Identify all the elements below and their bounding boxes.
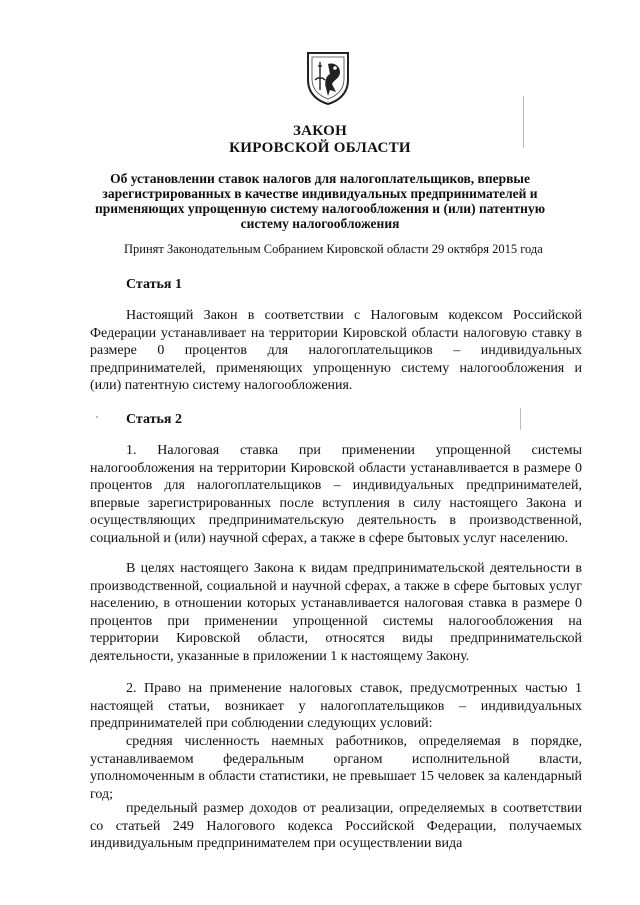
adoption-note: Принят Законодательным Собранием Кировской области 29 октября 2015 года <box>124 242 543 256</box>
article-2-paragraph: 2. Право на применение налоговых ставок, предусмотренных частью 1 настоящей статьи, возникает у налогоплательщиков – индивидуальных предпринимателей при соблюдении следующих условий: <box>90 681 582 732</box>
article-1-paragraph: Настоящий Закон в соответствии с Налоговым кодексом Российской Федерации устанавливает на территории Кировской области налоговую ставку в размере 0 процентов для налогоплательщиков – индивидуальных предпринимателей, применяющих упрощенную систему налогообложения и (или) патентную систему налогообложения. <box>90 308 582 394</box>
scan-artifact <box>523 96 524 148</box>
scan-artifact <box>520 408 521 430</box>
article-2-paragraph: средняя численность наемных работников, определяемая в порядке, устанавливаемом федеральным органом исполнительной власти, уполномоченным в области статистики, не превышает 15 человек за календарный год; <box>90 734 582 802</box>
law-subtitle: Об установлении ставок налогов для налогоплательщиков, впервые зарегистрированных в качестве индивидуальных предпринимателей и применяющих упрощенную систему налогообложения и (или) патентную систему налогообложения <box>94 171 546 231</box>
article-2-paragraph: предельный размер доходов от реализации, определяемых в соответствии со статьей 249 Налогового кодекса Российской Федерации, получаемых индивидуальным предпринимателем при осуществлении вида <box>90 801 582 852</box>
article-2-paragraph: В целях настоящего Закона к видам предпринимательской деятельности в производственной, социальной и научной сферах, а также в сфере бытовых услуг населению, в отношении которых устанавливается налоговая ставка в размере 0 процентов при применении упрощенной системы налогообложения на территории Кировской области, относятся виды предпринимательской деятельности, указанные в приложении 1 к настоящему Закону. <box>90 561 582 664</box>
kirov-coat-of-arms-icon <box>304 50 352 106</box>
article-2-paragraph: 1. Налоговая ставка при применении упрощенной системы налогообложения на территории Кировской области устанавливается в размере 0 процентов для налогоплательщиков – индивидуальных предпринимателей, впервые зарегистрированных после вступления в силу настоящего Закона и осуществляющих предпринимательскую деятельность в производственной, социальной и (или) научной сферах, а также в сфере бытовых услуг населению. <box>90 443 582 546</box>
article-2-heading: Статья 2 <box>126 412 182 427</box>
scan-artifact <box>96 416 98 418</box>
article-1-heading: Статья 1 <box>126 277 182 292</box>
law-title: ЗАКОН <box>292 123 348 139</box>
law-region: КИРОВСКОЙ ОБЛАСТИ <box>229 140 411 156</box>
